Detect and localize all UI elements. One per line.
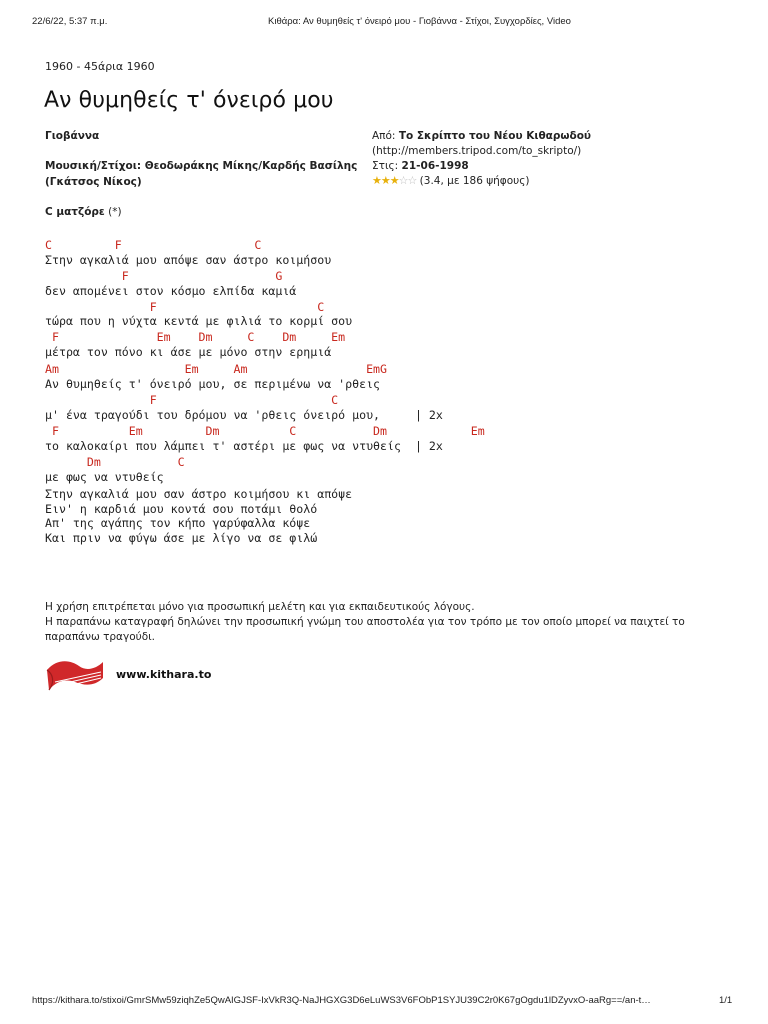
disclaimer-line-3: παραπάνω τραγούδι.: [45, 631, 156, 643]
disclaimer-line-2: Η παραπάνω καταγραφή δηλώνει την προσωπική γνώμη του αποστολέα για τον τρόπο με τον οποίο μπορεί να παιχτεί το: [45, 616, 685, 628]
lyric-line: Στην αγκαλιά μου σαν άστρο κοιμήσου κι απόψε: [45, 486, 353, 501]
date-label: Στις:: [372, 160, 402, 172]
lyrics-block: [45, 238, 745, 578]
print-page-title: Κιθάρα: Αν θυμηθείς τ' όνειρό μου - Γιοβάννα - Στίχοι, Συγχορδίες, Video: [268, 16, 571, 27]
lyric-line: μέτρα τον πόνο κι άσε με μόνο στην ερημιά: [45, 345, 332, 360]
chord-line[interactable]: F G: [45, 268, 283, 283]
print-url: https://kithara.to/stixoi/GmrSMw59ziqhZe5QwAIGJSF-IxVkR3Q-NaJHGXG3D6eLuWS3V6FObP1SYJU39C2r0K67gOgdu1lDZyvxO-aaRg==/an-t…: [32, 995, 651, 1006]
lyric-line: Ειν' η καρδιά μου κοντά σου ποτάμι θολό: [45, 501, 318, 516]
chord-line[interactable]: C F C: [45, 238, 262, 252]
print-datetime: 22/6/22, 5:37 π.μ.: [32, 16, 108, 27]
chord-line[interactable]: F C: [45, 393, 339, 408]
source-from: [372, 128, 591, 144]
lyric-line: με φως να ντυθείς: [45, 469, 164, 484]
star-filled-icon: ★★★: [372, 174, 399, 187]
source-date: [372, 158, 469, 174]
chord-line[interactable]: F Em Dm C Dm Em: [45, 424, 485, 438]
song-title: Αν θυμηθείς τ' όνειρό μου: [44, 88, 334, 113]
chord-line[interactable]: F Em Dm C Dm Em: [45, 330, 346, 345]
chord-line[interactable]: Dm C: [45, 454, 185, 469]
credits-line-2[interactable]: (Γκάτσος Νίκος): [45, 176, 142, 188]
credits-line-1[interactable]: Μουσική/Στίχοι: Θεοδωράκης Μίκης/Καρδής Βασίλης: [45, 160, 358, 172]
rating-text: (3.4, με 186 ψήφους): [419, 175, 530, 187]
kithara-logo[interactable]: [45, 656, 105, 694]
lyric-line: μ' ένα τραγούδι του δρόμου να 'ρθεις όνειρό μου, | 2x: [45, 408, 443, 422]
key-note[interactable]: (*): [104, 206, 122, 218]
lyric-line: τώρα που η νύχτα κεντά με φιλιά το κορμί σου: [45, 314, 353, 329]
lyric-line: Και πριν να φύγω άσε με λίγο να σε φιλώ: [45, 531, 318, 546]
lyric-line: το καλοκαίρι που λάμπει τ' αστέρι με φως να ντυθείς | 2x: [45, 438, 443, 453]
lyric-line: δεν απομένει στον κόσμο ελπίδα καμιά: [45, 283, 297, 298]
chord-line[interactable]: F C: [45, 299, 325, 314]
star-empty-icon: ☆☆: [398, 174, 417, 187]
artist-name[interactable]: Γιοβάννα: [45, 130, 100, 142]
from-name[interactable]: Το Σκρίπτο του Νέου Κιθαρωδού: [398, 130, 592, 142]
kithara-logo-icon: [45, 656, 105, 694]
site-link[interactable]: www.kithara.to: [116, 668, 212, 681]
rating-stars-icon[interactable]: [372, 173, 416, 189]
source-url[interactable]: (http://members.tripod.com/to_skripto/): [372, 145, 582, 157]
lyric-line: Στην αγκαλιά μου απόψε σαν άστρο κοιμήσου: [45, 252, 332, 267]
song-key: [45, 204, 122, 220]
key-label: C ματζόρε: [45, 206, 105, 218]
print-page-number: 1/1: [719, 995, 733, 1006]
disclaimer-line-1: Η χρήση επιτρέπεται μόνο για προσωπική μελέτη και για εκπαιδευτικούς λόγους.: [45, 601, 475, 613]
date-value: 21-06-1998: [401, 160, 469, 172]
from-label: Από:: [372, 130, 399, 142]
lyric-line: Αν θυμηθείς τ' όνειρό μου, σε περιμένω να 'ρθεις: [45, 377, 381, 392]
chord-line[interactable]: Am Em Am EmG: [45, 362, 388, 377]
rating: [372, 173, 529, 189]
category-breadcrumb[interactable]: 1960 - 45άρια 1960: [45, 60, 155, 73]
lyric-line: Απ' της αγάπης τον κήπο γαρύφαλλα κόψε: [45, 516, 311, 531]
